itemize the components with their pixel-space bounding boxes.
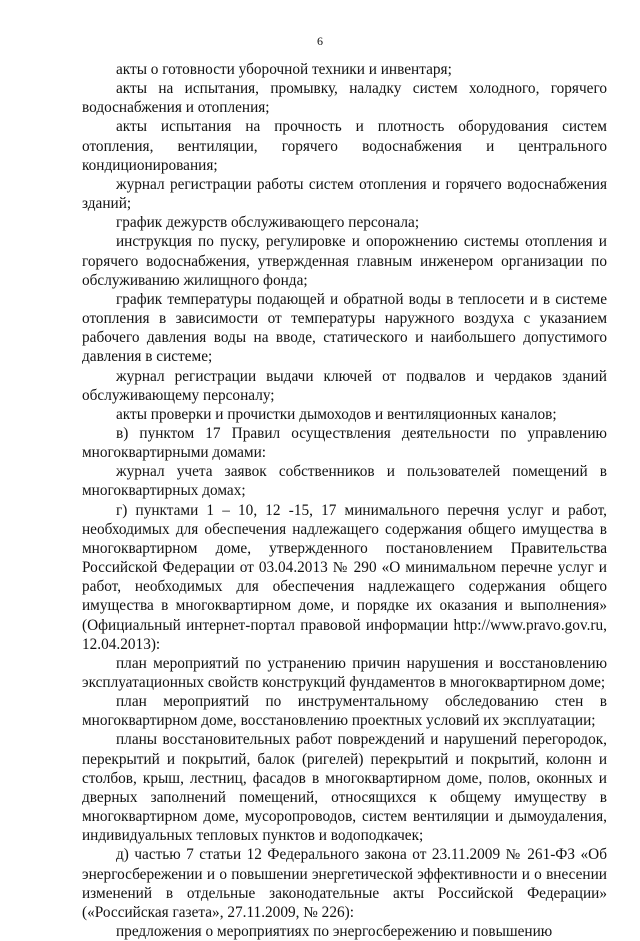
paragraph: акты о готовности уборочной техники и инвентаря;: [116, 61, 452, 78]
paragraph: акты испытания на прочность и плотность оборудования систем отопления, вентиляции, горячего водоснабжения и центрального кондиционирования;: [82, 118, 607, 174]
page-number: 6: [317, 34, 323, 48]
paragraph: планы восстановительных работ повреждений и нарушений перегородок, перекрытий и покрытий, балок (ригелей) перекрытий и покрытий, колонн и столбов, крыш, лестниц, фасадов в многоквартирном доме, полов, оконных и дверных заполнений помещений, относящихся к общему имуществу в многоквартирном доме, мусоропроводов, систем вентиляции и дымоудаления, индивидуальных тепловых пунктов и водоподкачек;: [82, 731, 607, 845]
paragraph: предложения о мероприятиях по энергосбережению и повышению: [116, 923, 553, 941]
paragraph: г) пунктами 1 – 10, 12 -15, 17 минимального перечня услуг и работ, необходимых для обеспечения надлежащего содержания общего имущества в многоквартирном доме, утвержденного постановлением Правительства Российской Федерации от 03.04.2013 № 290 «О минимальном перечне услуг и работ, необходимых для обеспечения надлежащего содержания общего имущества в многоквартирном доме, и порядке их оказания и выполнения» (Официальный интернет-портал правовой информации http://www.pravo.gov.ru, 12.04.2013):: [82, 501, 607, 653]
paragraph: д) частью 7 статьи 12 Федерального закона от 23.11.2009 № 261-ФЗ «Об энергосбережении и о повышении энергетической эффективности и о внесении изменений в отдельные законодательные акты Российской Федерации» («Российская газета», 27.11.2009, № 226):: [82, 846, 607, 921]
paragraph: журнал регистрации выдачи ключей от подвалов и чердаков зданий обслуживающему персоналу;: [82, 367, 607, 404]
paragraph: план мероприятий по устранению причин нарушения и восстановлению эксплуатационных свойств конструкций фундаментов в многоквартирном доме;: [82, 654, 607, 691]
paragraph: журнал учета заявок собственников и пользователей помещений в многоквартирных домах;: [82, 463, 607, 500]
paragraph: акты проверки и прочистки дымоходов и вентиляционных каналов;: [116, 405, 557, 423]
paragraph: план мероприятий по инструментальному обследованию стен в многоквартирном доме, восстановлению проектных условий их эксплуатации;: [82, 693, 607, 730]
document-body: [82, 60, 607, 941]
paragraph: в) пунктом 17 Правил осуществления деятельности по управлению многоквартирными домами:: [82, 424, 607, 462]
paragraph: акты на испытания, промывку, наладку систем холодного, горячего водоснабжения и отопления;: [82, 80, 607, 117]
paragraph: инструкция по пуску, регулировке и опорожнению системы отопления и горячего водоснабжения, утвержденная главным инженером организации по обслуживанию жилищного фонда;: [82, 233, 607, 289]
paragraph: график температуры подающей и обратной воды в теплосети и в системе отопления в зависимости от температуры наружного воздуха с указанием рабочего давления воды на вводе, статического и наибольшего допустимого давления в системе;: [82, 290, 607, 366]
paragraph: график дежурств обслуживающего персонала;: [116, 214, 420, 232]
paragraph: журнал регистрации работы систем отопления и горячего водоснабжения зданий;: [82, 175, 607, 213]
